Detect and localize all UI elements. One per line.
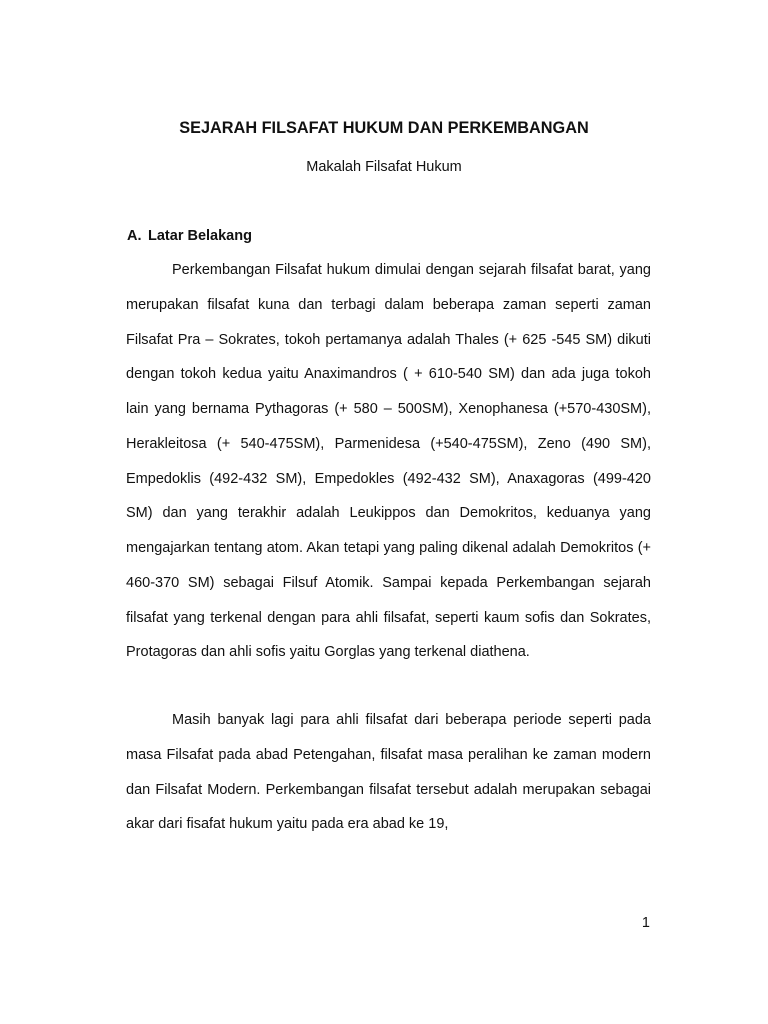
document-subtitle: Makalah Filsafat Hukum: [306, 159, 462, 175]
section-title: Latar Belakang: [148, 228, 252, 244]
paragraph-2: Masih banyak lagi para ahli filsafat dari beberapa periode seperti pada masa Filsafat pada abad Petengahan, filsafat masa peralihan ke zaman modern dan Filsafat Modern. Perkembangan filsafat tersebut adalah merupakan sebagai akar dari fisafat hukum yaitu pada era abad ke 19,: [126, 712, 651, 833]
section-heading: [127, 226, 252, 246]
section-number: A.: [127, 228, 142, 244]
paragraph-1: Perkembangan Filsafat hukum dimulai dengan sejarah filsafat barat, yang merupakan filsafat kuna dan terbagi dalam beberapa zaman seperti zaman Filsafat Pra – Sokrates, tokoh pertamanya adalah Thales (+ 625 -545 SM) dikuti dengan tokoh kedua yaitu Anaximandros ( + 610-540 SM) dan ada juga tokoh lain yang bernama Pythagoras (+ 580 – 500SM), Xenophanesa (+570-430SM), Herakleitosa (+ 540-475SM), Parmenidesa (+540-475SM), Zeno (490 SM), Empedoklis (492-432 SM), Empedokles (492-432 SM), Anaxagoras (499-420 SM) dan yang terakhir adalah Leukippos dan Demokritos, keduanya yang mengajarkan tentang atom. Akan tetapi yang paling dikenal adalah Demokritos (+ 460-370 SM) sebagai Filsuf Atomik. Sampai kepada Perkembangan sejarah filsafat yang terkenal dengan para ahli filsafat, seperti kaum sofis dan Sokrates, Protagoras dan ahli sofis yaitu Gorglas yang terkenal diathena.: [126, 262, 651, 661]
page-number: 1: [641, 915, 650, 931]
document-title: SEJARAH FILSAFAT HUKUM DAN PERKEMBANGAN: [179, 119, 589, 137]
